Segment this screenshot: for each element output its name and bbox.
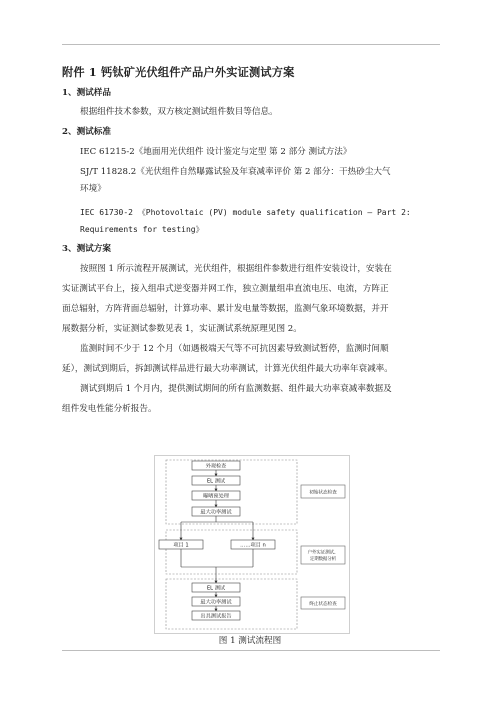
plan-paragraph-line: 监测时间不少于 12 个月（如遇极端天气等不可抗因素导致测试暂停，监测时间顺	[80, 344, 389, 354]
plan-paragraph-line: 组件发电性能分析报告。	[62, 404, 157, 414]
standard-line: Requirements for testing》	[80, 225, 204, 234]
plan-paragraph-line: 展数据分析，实证测试参数见表 1，实证测试系统原理见图 2。	[62, 324, 302, 334]
outdoor-test-group	[166, 530, 297, 574]
footer-rule	[62, 650, 440, 651]
header-rule	[62, 44, 440, 45]
plan-paragraph-line: 测试到期后 1 个月内，提供测试期间的所有监测数据、组件最大功率衰减率数据及	[80, 384, 392, 394]
node-preconditioning: 曝晒预处理	[203, 493, 229, 500]
section-heading-samples: 1、测试样品	[62, 88, 111, 98]
plan-paragraph-line: 面总辐射，方阵背面总辐射，计算功率、累计发电量等数据，监测气象环境数据，并开	[62, 304, 389, 314]
node-appearance-inspection: 外观检查	[205, 463, 227, 470]
node-pmax-test-initial: 最大功率测试	[200, 509, 232, 516]
side-label-final: 终止状态检查	[309, 602, 337, 607]
standard-line: IEC 61730-2 《Photovoltaic (PV) module safety qualification – Part 2:	[80, 208, 411, 217]
plan-paragraph-line: 实证测试平台上，接入组串式逆变器并网工作，独立测量组串直流电压、电流，方阵正	[62, 284, 389, 294]
node-issue-report: 出具测试报告	[200, 613, 232, 620]
side-label-outdoor-2: 定期数据分析	[309, 557, 337, 562]
figure-caption: 图 1 测试流程图	[218, 636, 282, 646]
standard-line: 环境》	[80, 184, 106, 194]
node-el-test-final: EL 测试	[206, 585, 226, 592]
node-pmax-test-final: 最大功率测试	[200, 599, 232, 606]
standard-line: SJ/T 11828.2《光伏组件自然曝露试验及年衰减率评价 第 2 部分：干热砂尘大气	[80, 167, 391, 177]
side-label-outdoor: 户外实证测试、	[307, 550, 339, 556]
standard-line: IEC 61215-2《地面用光伏组件 设计鉴定与定型 第 2 部分 测试方法》	[80, 147, 352, 157]
samples-paragraph: 根据组件技术参数，双方核定测试组件数目等信息。	[80, 107, 278, 117]
node-item-1: 项目 1	[173, 542, 189, 549]
section-heading-plan: 3、测试方案	[62, 244, 111, 254]
node-el-test-initial: EL 测试	[206, 478, 226, 485]
plan-paragraph-line: 按照图 1 所示流程开展测试，光伏组件，根据组件参数进行组件安装设计，安装在	[80, 264, 392, 274]
section-heading-standards: 2、测试标准	[62, 127, 111, 137]
node-item-n: ……项目 n	[240, 542, 266, 549]
side-label-initial: 初始状态检查	[309, 490, 337, 496]
test-flowchart	[154, 455, 350, 634]
page-title: 附件 1 钙钛矿光伏组件产品户外实证测试方案	[62, 65, 295, 79]
plan-paragraph-line: 延），测试到期后，拆卸测试样品进行最大功率测试，计算光伏组件最大功率年衰减率。	[62, 364, 393, 374]
